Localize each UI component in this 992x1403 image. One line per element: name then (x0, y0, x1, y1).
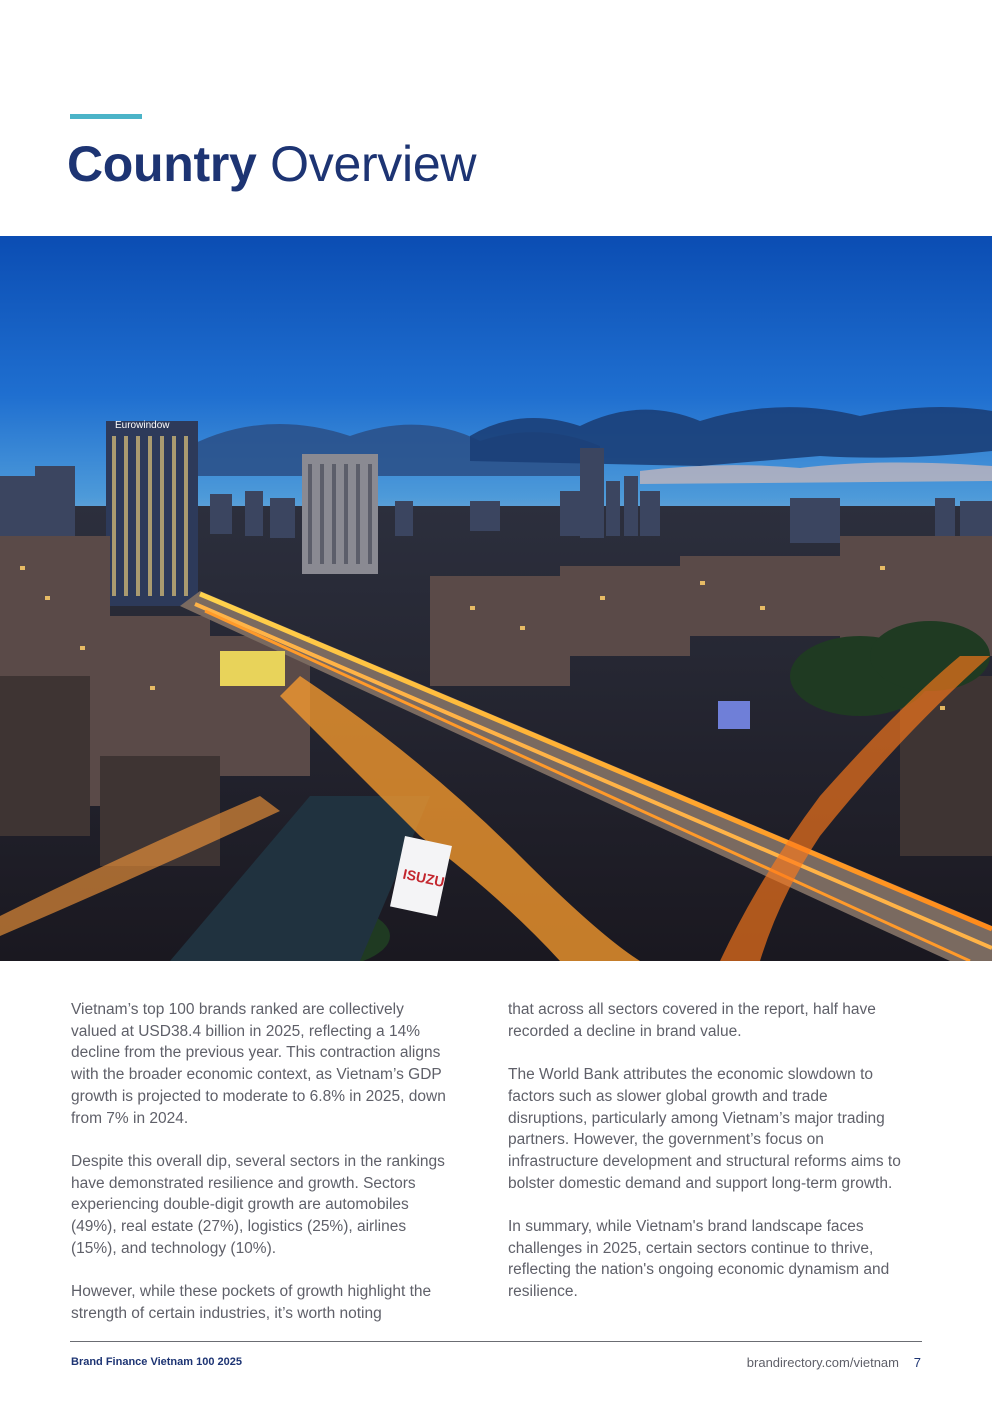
paragraph: The World Bank attributes the economic slowdown to factors such as slower global growth and trade disruptions, particularly among Vietnam’s major trading partners. However, the government’s focus on infrastructure development and structural reforms aims to bolster domestic demand and support long-term growth. (508, 1066, 901, 1192)
title-accent-bar (70, 114, 142, 119)
billboard-text: ISUZU (401, 865, 446, 890)
paragraph: Despite this overall dip, several sectors in the rankings have demonstrated resilience and growth. Sectors experiencing double-digit growth are automobiles (49%), real estate (27%), logistics (25%), airlines (15%), and technology (10%). (71, 1152, 445, 1257)
paragraph: However, while these pockets of growth highlight the strength of certain industries, it’s worth noting (71, 1283, 432, 1322)
paragraph: Vietnam’s top 100 brands ranked are collectively valued at USD38.4 billion in 2025, reflecting a 14% decline from the previous year. This contraction aligns with the broader economic context, as Vietnam’s GDP growth is projected to moderate to 6.8% in 2025, down from 7% in 2024. (71, 1001, 446, 1127)
footer-publication: Brand Finance Vietnam 100 2025 (71, 1356, 242, 1368)
paragraph: In summary, while Vietnam's brand landscape faces challenges in 2025, certain sectors continue to thrive, reflecting the nation's ongoing economic dynamism and resilience. (508, 1218, 890, 1301)
body-right-column (508, 999, 908, 1325)
body-left-column (71, 999, 453, 1346)
page-title-bold: Country (67, 136, 257, 192)
footer-divider (70, 1341, 922, 1342)
hero-city-photo (0, 236, 992, 961)
page-title (67, 134, 476, 194)
city-skyline-illustration (0, 236, 992, 961)
footer-url-link[interactable]: brandirectory.com/vietnam (746, 1355, 899, 1370)
tower-sign-text: Eurowindow (115, 420, 170, 431)
paragraph: that across all sectors covered in the report, half have recorded a decline in brand value. (508, 1001, 876, 1040)
page-number: 7 (913, 1355, 921, 1370)
page-title-regular: Overview (270, 136, 477, 192)
